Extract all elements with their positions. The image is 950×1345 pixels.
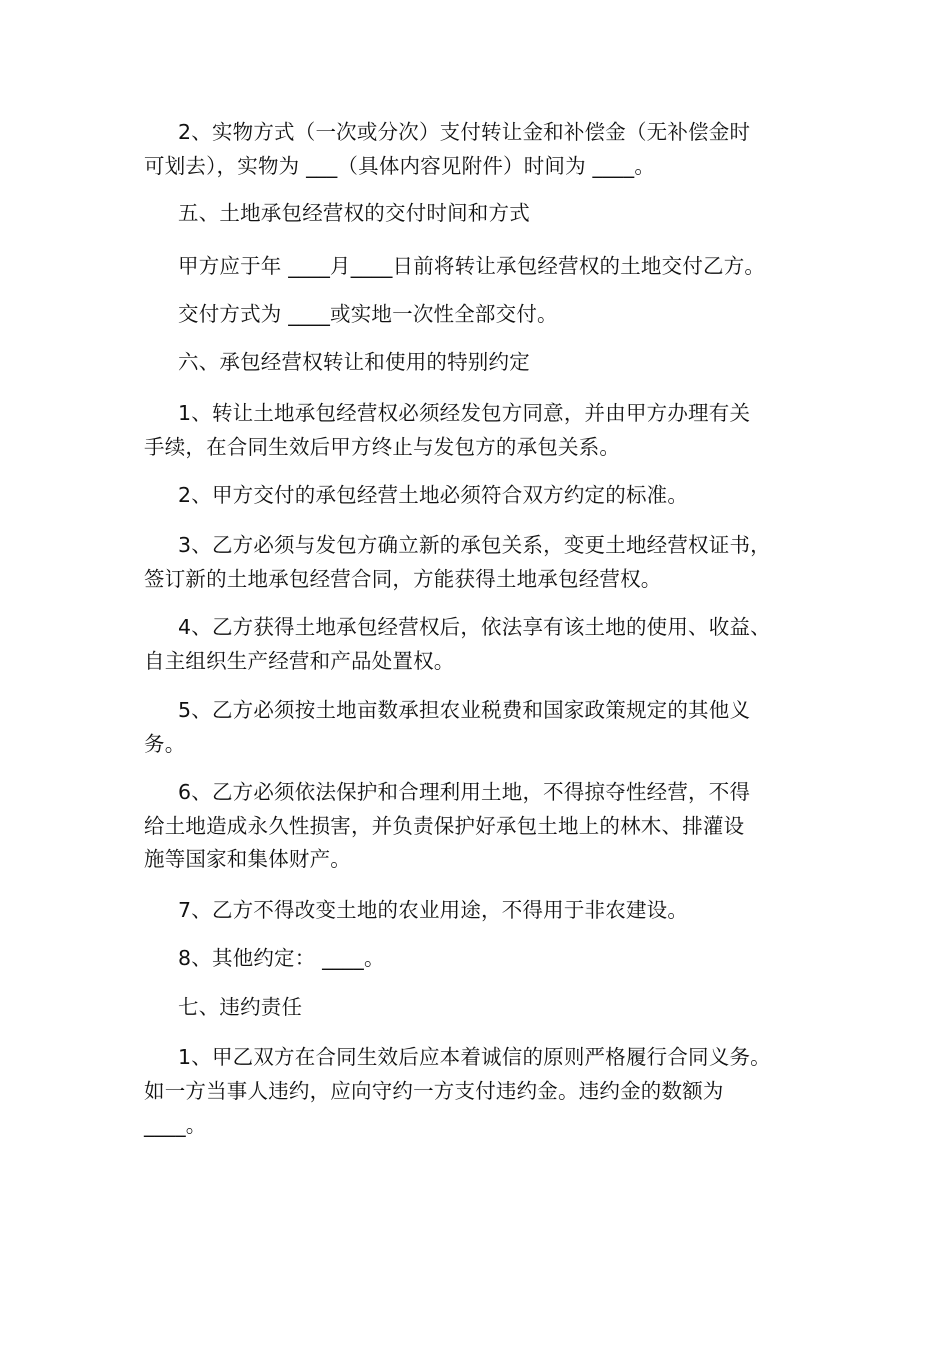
paragraph-line: 1、转让土地承包经营权必须经发包方同意，并由甲方办理有关 — [178, 401, 751, 425]
paragraph-line: 交付方式为 ____或实地一次性全部交付。 — [178, 302, 558, 326]
paragraph-line: 可划去），实物为 ___（具体内容见附件）时间为 ____。 — [144, 154, 656, 178]
paragraph-line: 2、实物方式（一次或分次）支付转让金和补偿金（无补偿金时 — [178, 120, 751, 144]
section-heading: 五、土地承包经营权的交付时间和方式 — [178, 201, 530, 225]
paragraph-line: 7、乙方不得改变土地的农业用途，不得用于非农建设。 — [178, 898, 689, 922]
paragraph-line: 1、甲乙双方在合同生效后应本着诚信的原则严格履行合同义务。 — [178, 1045, 771, 1069]
paragraph-line: 务。 — [144, 732, 186, 756]
paragraph-line: 8、其他约定： ____。 — [178, 946, 385, 970]
paragraph-line: 4、乙方获得土地承包经营权后，依法享有该土地的使用、收益、 — [178, 615, 771, 639]
paragraph-line: 3、乙方必须与发包方确立新的承包关系，变更土地经营权证书， — [178, 533, 771, 557]
paragraph-line: 给土地造成永久性损害，并负责保护好承包土地上的林木、排灌设 — [144, 814, 745, 838]
paragraph-line: 如一方当事人违约，应向守约一方支付违约金。违约金的数额为 — [144, 1079, 724, 1103]
paragraph-line: 施等国家和集体财产。 — [144, 847, 351, 871]
paragraph-line: 自主组织生产经营和产品处置权。 — [144, 649, 455, 673]
paragraph-line: 甲方应于年 ____月____日前将转让承包经营权的土地交付乙方。 — [178, 254, 766, 278]
section-heading: 七、违约责任 — [178, 995, 303, 1019]
paragraph-line: 6、乙方必须依法保护和合理利用土地，不得掠夺性经营，不得 — [178, 780, 751, 804]
paragraph-line: ____。 — [144, 1113, 207, 1137]
paragraph-line: 签订新的土地承包经营合同，方能获得土地承包经营权。 — [144, 567, 662, 591]
section-heading: 六、承包经营权转让和使用的特别约定 — [178, 350, 530, 374]
paragraph-line: 5、乙方必须按土地亩数承担农业税费和国家政策规定的其他义 — [178, 698, 751, 722]
paragraph-line: 手续，在合同生效后甲方终止与发包方的承包关系。 — [144, 435, 621, 459]
paragraph-line: 2、甲方交付的承包经营土地必须符合双方约定的标准。 — [178, 483, 689, 507]
